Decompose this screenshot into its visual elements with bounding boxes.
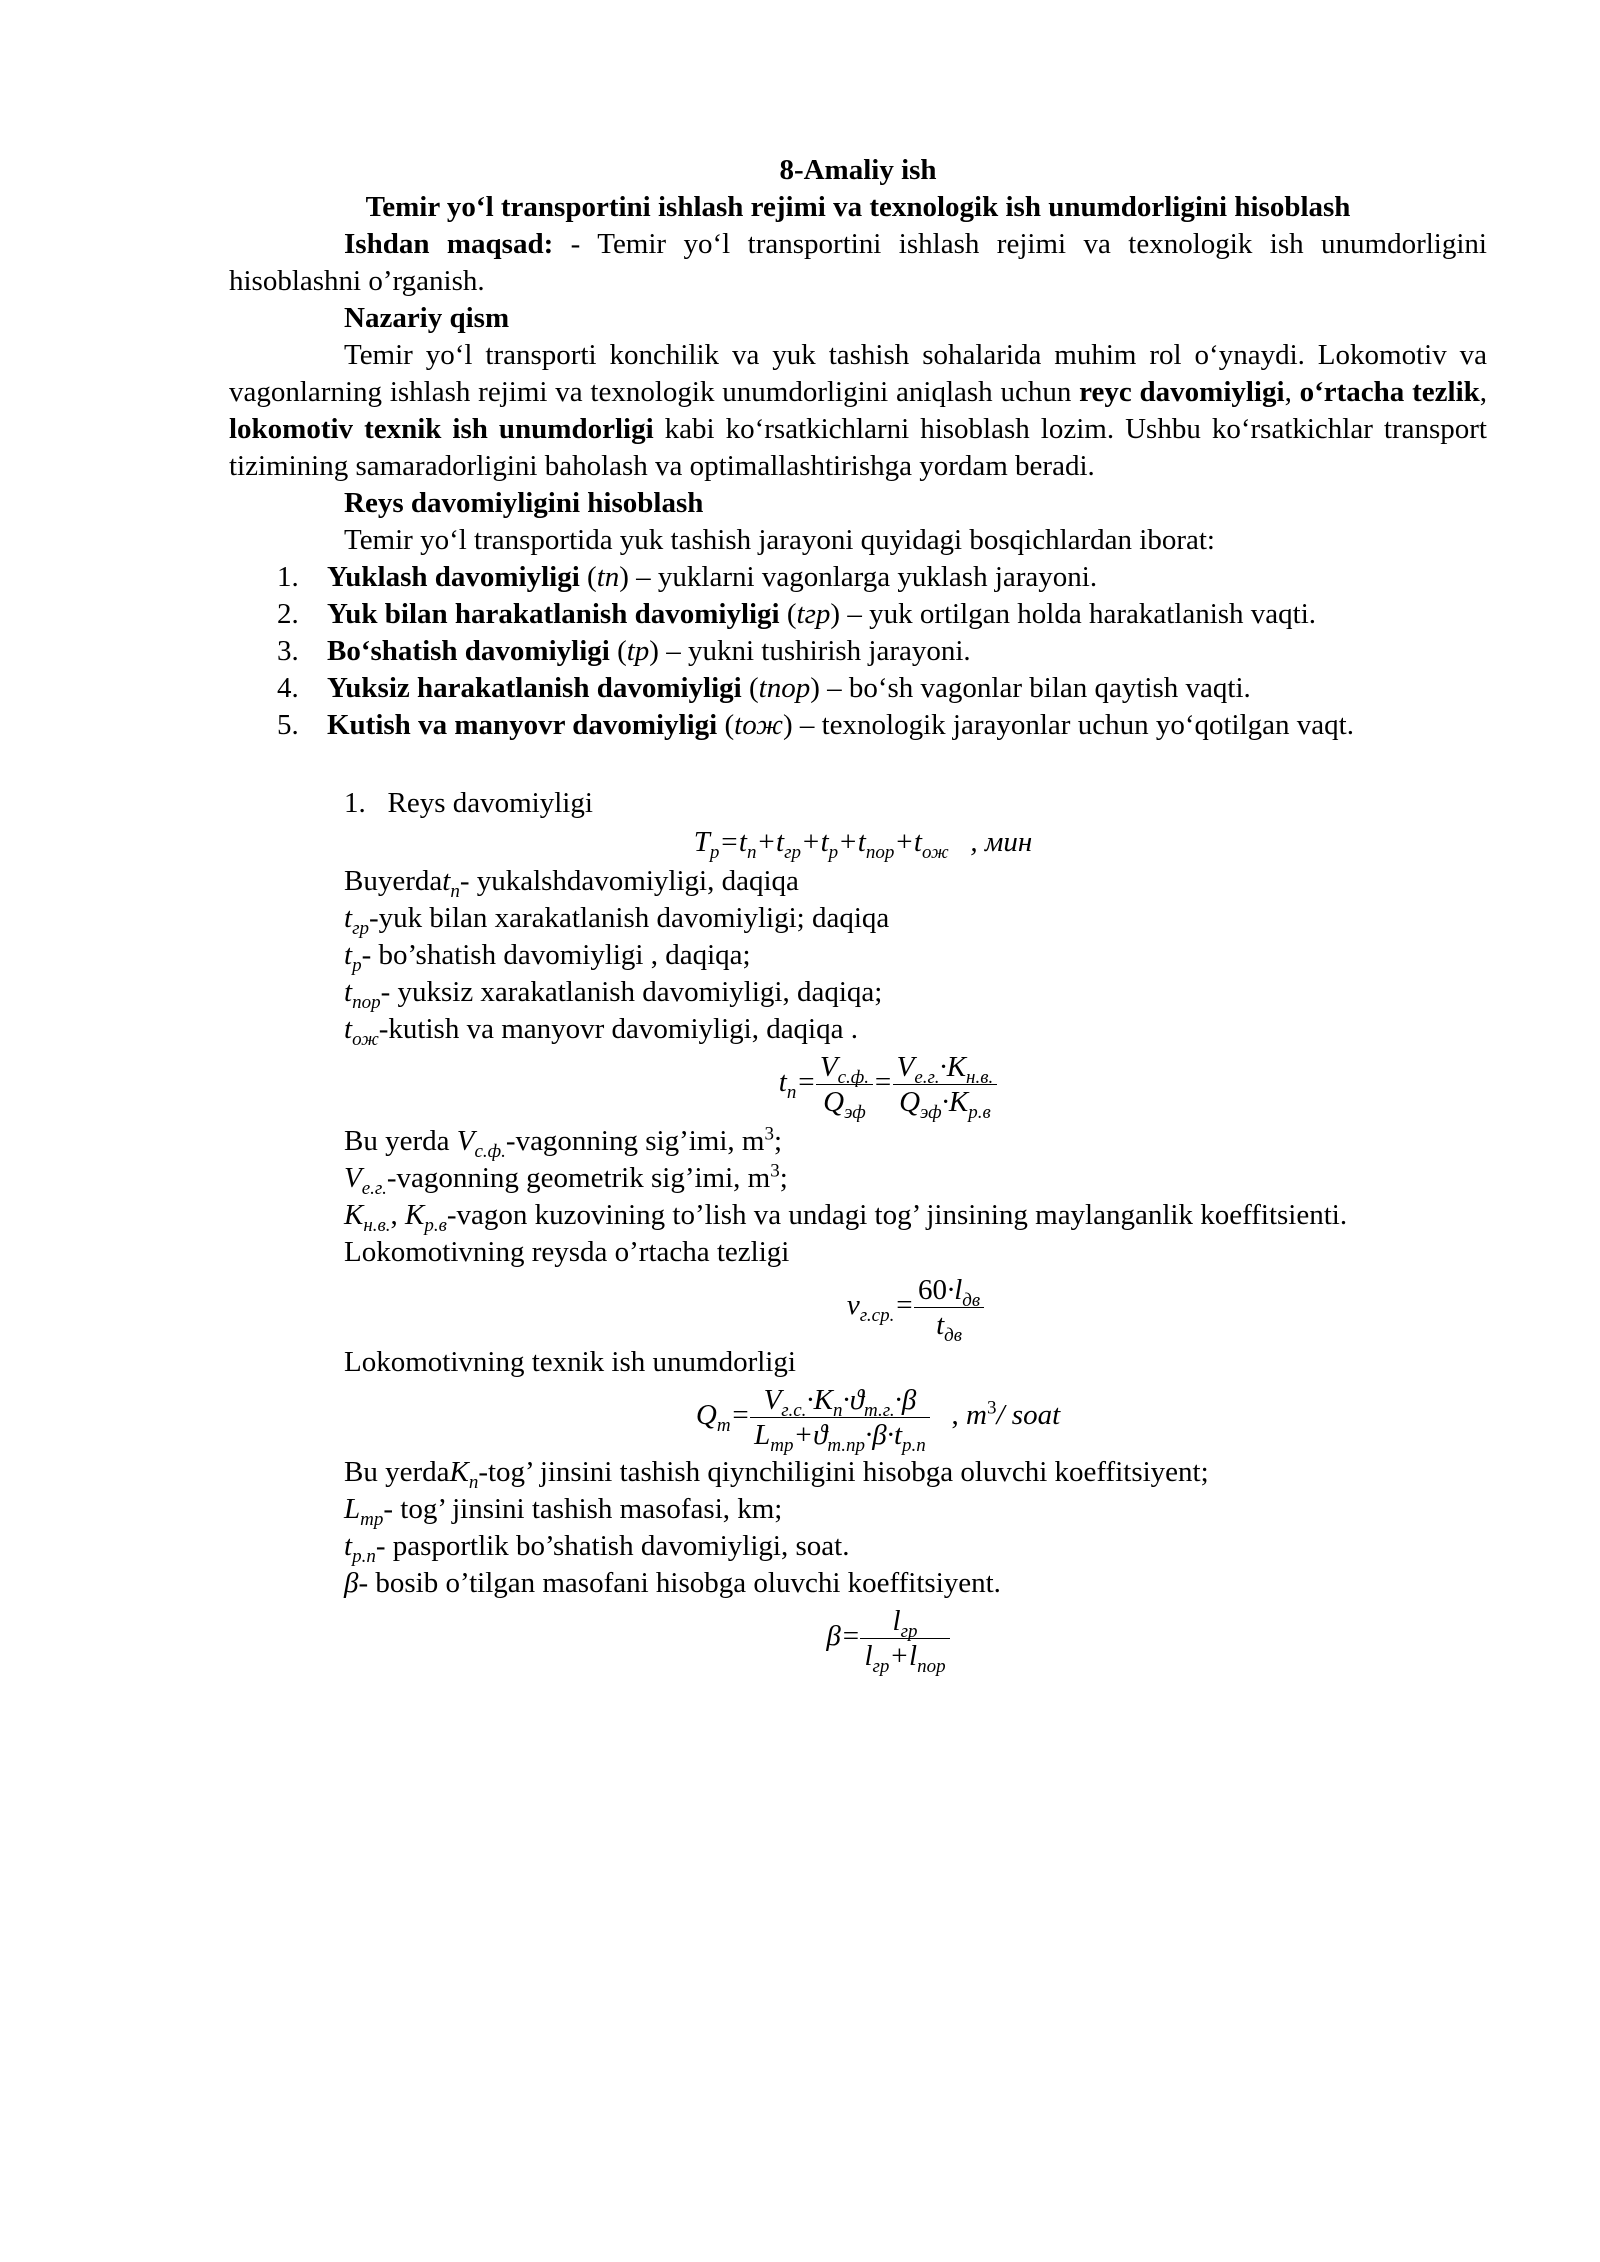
document-page xyxy=(229,152,1487,1675)
step-description: ) – yuk ortilgan holda harakatlanish vaqti. xyxy=(830,598,1317,630)
formula-unit: , мин xyxy=(970,826,1033,858)
theory-term-2: o‘rtacha tezlik xyxy=(1299,376,1480,408)
step-symbol: tп xyxy=(596,561,620,593)
formula-loading-time: $t_п=$ $\frac{V_{с.ф.}}{Q_{эф}}$ = $\frac{V_{е.г.}\cdot K_{н.в.}}{Q_{эф}\cdot K_{р.в}}$ xyxy=(229,1050,1487,1119)
step-description: ) – yuklarni vagonlarga yuklash jarayoni. xyxy=(619,561,1098,593)
list-item xyxy=(229,596,1487,633)
superscript: 3 xyxy=(764,1123,774,1145)
step-title: Kutish va manyovr davomiyligi xyxy=(327,709,718,741)
list-item xyxy=(229,707,1487,744)
step-description: ) – yukni tushirish jarayoni. xyxy=(649,635,971,667)
step-paren: ( xyxy=(717,709,735,741)
def-tpn: $t_{р.п}-$ pasportlik bo’shatish davomiyligi, soat. xyxy=(344,1530,850,1567)
def-veg: $V_{е.г.}$-vagonning geometrik sig’imi, $m^3$; xyxy=(344,1160,788,1199)
def-ltr: $L_{тр}-$ tog’ jinsini tashish masofasi, km; xyxy=(344,1493,783,1530)
reys-heading: Reys davomiyligini hisoblash xyxy=(344,487,704,519)
step-paren: ( xyxy=(609,635,627,667)
list-number: 3. xyxy=(277,635,299,667)
step-description: ) – texnologik jarayonlar uchun yo‘qotilgan vaqt. xyxy=(782,709,1354,741)
punct: ; xyxy=(779,1162,788,1194)
step-symbol: tпор xyxy=(758,672,811,704)
calc-item-number: 1. xyxy=(344,787,366,819)
def-text: -vagonning geometrik sig’imi, m xyxy=(386,1162,771,1194)
step-paren: ( xyxy=(779,598,797,630)
perf-title: Lokomotivning texnik ish unumdorligi xyxy=(344,1346,796,1378)
step-paren: ( xyxy=(741,672,759,704)
formula-productivity: $Q_т=$ $\frac{V_{г.с.}\cdot K_п\cdot ϑ_{т.г.}\cdot\beta}{L_{тр}+ϑ_{т.пр}\cdot\beta\cdot t_{р.п}}$ , $m^3/$ soat xyxy=(695,1384,1061,1456)
theory-text-1: Temir yo‘l transporti konchilik va yuk tashish sohalarida muhim rol o‘ynaydi. Lokomotiv va vagonlarning ishlash rejimi va texnologik unumdorligini aniqlash uchun xyxy=(229,339,1487,408)
work-title: Temir yo‘l transportini ishlash rejimi va texnologik ish unumdorligini hisoblash xyxy=(365,191,1351,223)
list-item xyxy=(229,559,1487,596)
def-tpor: $t_{пор}-$ yuksiz xarakatlanish davomiyligi, daqiqa; xyxy=(344,976,883,1013)
calc-item-label: Reys davomiyligi xyxy=(387,787,593,819)
def-text: -vagonning sig’imi, m xyxy=(505,1125,765,1157)
step-symbol: tр xyxy=(626,635,650,667)
superscript: 3 xyxy=(770,1160,780,1182)
step-title: Bo‘shatish davomiyligi xyxy=(327,635,610,667)
formula-beta: β= $\frac{l_{гр}}{l_{гр}+l_{пор}}$ xyxy=(229,1604,1487,1673)
work-number: 8-Amaliy ish xyxy=(779,154,937,186)
def-text: - bosib o’tilgan masofani hisobga oluvchi koeffitsiyent. xyxy=(358,1567,1001,1599)
theory-term-1: reyc davomiyligi xyxy=(1079,376,1285,408)
def-text: - tog’ jinsini tashish masofasi, km; xyxy=(383,1493,783,1525)
def-text: -vagon kuzovining to’lish va undagi tog’ jinsining maylanganlik koeffitsienti. xyxy=(446,1199,1348,1231)
process-steps-list xyxy=(229,559,1487,744)
theory-comma-2: , xyxy=(1479,376,1488,408)
step-symbol: tгр xyxy=(796,598,831,630)
theory-text-2: kabi ko‘rsatkichlarni hisoblash lozim. Ushbu ko‘rsatkichlar transport tizimining samaradorligini baholash va optimallashtirishga yordam beradi. xyxy=(229,413,1487,482)
step-title: Yuklash davomiyligi xyxy=(327,561,580,593)
def-tp: Buyerdat$_п$- yukalshdavomiyligi, daqiqa xyxy=(344,865,799,902)
unit-sep: , xyxy=(951,1399,967,1432)
list-number: 5. xyxy=(277,709,299,741)
def-tozh: $t_{ож}$-kutish va manyovr davomiyligi, daqiqa . xyxy=(344,1013,858,1050)
spacer xyxy=(229,744,1487,781)
def-text: -kutish va manyovr davomiyligi, daqiqa . xyxy=(378,1013,858,1045)
def-text: - yuksiz xarakatlanish davomiyligi, daqiqa; xyxy=(380,976,883,1008)
where-prefix: Bu yerda xyxy=(344,1456,450,1488)
formula-trip-duration: $T_р=t_п+t_{гр}+t_р+t_{пор}+t_{ож}$ , мин xyxy=(693,826,1033,863)
unit-tail: / soat xyxy=(996,1399,1061,1432)
def-vsf: Bu yerda $V_{с.ф.}$-vagonning sig’imi, $m^3$; xyxy=(344,1123,783,1162)
list-item xyxy=(229,633,1487,670)
def-text: - yukalshdavomiyligi, daqiqa xyxy=(459,865,799,897)
step-title: Yuksiz harakatlanish davomiyligi xyxy=(327,672,742,704)
def-text: -yuk bilan xarakatlanish davomiyligi; daqiqa xyxy=(368,902,890,934)
def-kn: Bu yerdaK$_п$-tog’ jinsini tashish qiynchiligini hisobga oluvchi koeffitsiyent; xyxy=(344,1456,1209,1493)
list-number: 2. xyxy=(277,598,299,630)
goal-label: Ishdan maqsad: xyxy=(344,228,554,260)
goal-text: - Temir yo‘l transportini ishlash rejimi va texnologik ish unumdorligini hisoblashni o’rganish. xyxy=(229,228,1487,297)
list-number: 4. xyxy=(277,672,299,704)
where-prefix: Bu yerda xyxy=(344,1125,457,1157)
speed-title: Lokomotivning reysda o’rtacha tezligi xyxy=(344,1236,790,1268)
step-description: ) – bo‘sh vagonlar bilan qaytish vaqti. xyxy=(810,672,1251,704)
reys-intro: Temir yo‘l transportida yuk tashish jarayoni quyidagi bosqichlardan iborat: xyxy=(344,524,1215,556)
step-title: Yuk bilan harakatlanish davomiyligi xyxy=(327,598,780,630)
calc-item xyxy=(229,785,1487,822)
def-tr: $t_р-$ bo’shatish davomiyligi , daqiqa; xyxy=(344,939,751,976)
def-beta: β- bosib o’tilgan masofani hisobga oluvchi koeffitsiyent. xyxy=(344,1567,1001,1599)
step-paren: ( xyxy=(579,561,597,593)
def-k: $K_{н.в.}$, $K_{р.в}$-vagon kuzovining to’lish va undagi tog’ jinsining maylanganlik koeffitsienti. xyxy=(344,1199,1348,1236)
punct: ; xyxy=(773,1125,783,1157)
formula-average-speed: $v_{г.ср.}=$ $\frac{60\cdot l_{дв}}{t_{дв}}$ xyxy=(229,1273,1487,1342)
where-prefix: Buyerda xyxy=(344,865,443,897)
def-text: - pasportlik bo’shatish davomiyligi, soat. xyxy=(375,1530,850,1562)
unit: m xyxy=(966,1399,987,1432)
theory-comma-1: , xyxy=(1284,376,1300,408)
def-text: -tog’ jinsini tashish qiynchiligini hisobga oluvchi koeffitsiyent; xyxy=(478,1456,1209,1488)
def-tgr: $t_{гр}$-yuk bilan xarakatlanish davomiyligi; daqiqa xyxy=(344,902,890,939)
theory-paragraph xyxy=(229,337,1487,485)
goal-paragraph xyxy=(229,226,1487,300)
theory-heading: Nazariy qism xyxy=(344,302,510,334)
list-number: 1. xyxy=(277,561,299,593)
list-item xyxy=(229,670,1487,707)
superscript: 3 xyxy=(986,1397,997,1419)
def-text: - bo’shatish davomiyligi , daqiqa; xyxy=(361,939,751,971)
theory-term-3: lokomotiv texnik ish unumdorligi xyxy=(229,413,654,445)
step-symbol: tож xyxy=(734,709,783,741)
